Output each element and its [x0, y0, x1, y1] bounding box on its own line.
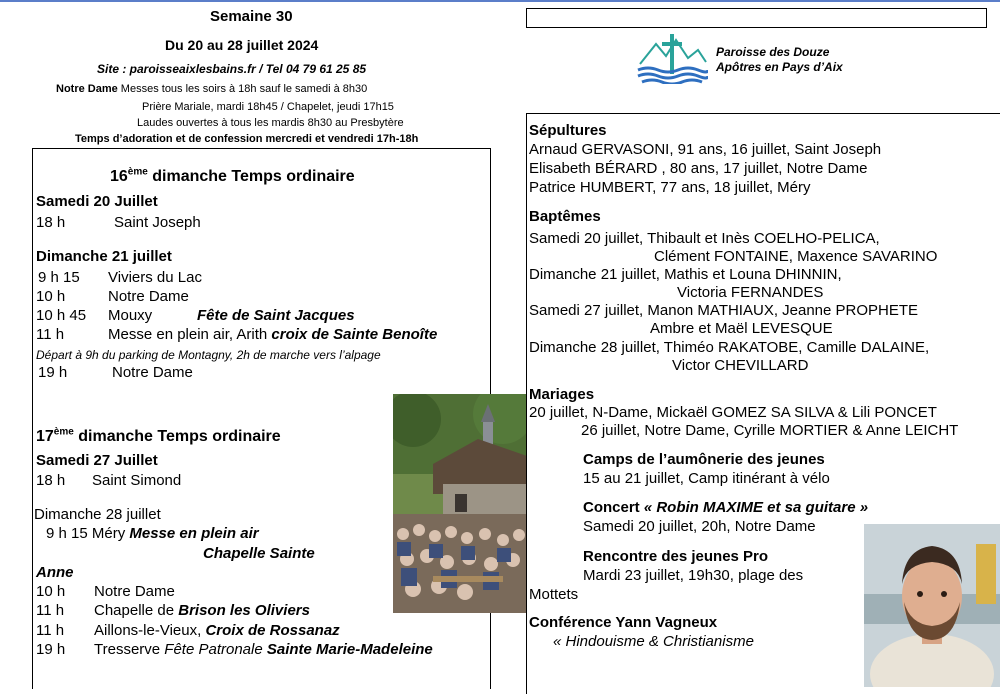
- mariages-heading: Mariages: [529, 386, 595, 403]
- saturday27-heading: Samedi 27 Juillet: [36, 452, 158, 469]
- mariage-1: 20 juillet, N-Dame, Mickaël GOMEZ SA SILVA & Lili PONCET: [529, 404, 937, 421]
- sun21-place-1: Viviers du Lac: [108, 269, 202, 286]
- mery-chapel: Chapelle Sainte: [203, 545, 315, 562]
- bapteme-6: Ambre et Maël LEVESQUE: [650, 320, 833, 337]
- sat27-time: 18 h: [36, 472, 66, 489]
- sun21-time-3: 10 h 45: [36, 307, 87, 324]
- parish-name-line1: Paroisse des Douze: [716, 45, 830, 59]
- chapel-crowd-photo: [393, 394, 527, 613]
- saturday20-heading: Samedi 20 Juillet: [36, 193, 158, 210]
- parish-logo: [636, 32, 708, 84]
- sun21-place-4: Messe en plein air, Arith croix de Sainte Benoîte: [108, 326, 438, 343]
- bapteme-7: Dimanche 28 juillet, Thiméo RAKATOBE, Camille DALAINE,: [529, 339, 930, 356]
- bapteme-3: Dimanche 21 juillet, Mathis et Louna DHINNIN,: [529, 266, 842, 283]
- mariage-2: 26 juillet, Notre Dame, Cyrille MORTIER & Anne LEICHT: [581, 422, 959, 439]
- sepulture-3: Patrice HUMBERT, 77 ans, 18 juillet, Méry: [529, 179, 811, 196]
- mery-line: 9 h 15 Méry Messe en plein air: [46, 525, 259, 542]
- sun28-place-3: Aillons-le-Vieux, Croix de Rossanaz: [94, 622, 340, 639]
- camps-heading: Camps de l’aumônerie des jeunes: [583, 451, 825, 468]
- sun21-feast: Fête de Saint Jacques: [197, 307, 355, 324]
- sun21-time-1: 9 h 15: [38, 269, 80, 286]
- depart-note: Départ à 9h du parking de Montagny, 2h de marche vers l’alpage: [36, 348, 381, 362]
- top-rule: [0, 0, 1000, 2]
- baptemes-heading: Baptêmes: [529, 208, 601, 225]
- bapteme-2: Clément FONTAINE, Maxence SAVARINO: [654, 248, 938, 265]
- bapteme-8: Victor CHEVILLARD: [672, 357, 809, 374]
- bapteme-1: Samedi 20 juillet, Thibault et Inès COELHO-PELICA,: [529, 230, 880, 247]
- concert-heading: Concert « Robin MAXIME et sa guitare »: [583, 499, 869, 516]
- rencontre-text: Mardi 23 juillet, 19h30, plage des: [583, 567, 804, 584]
- bapteme-5: Samedi 27 juillet, Manon MATHIAUX, Jeanne PROPHETE: [529, 302, 919, 319]
- sun21-time-5: 19 h: [38, 364, 68, 381]
- conference-text: « Hindouisme & Christianisme: [553, 633, 754, 650]
- cross-waves-icon: [636, 32, 708, 84]
- parish-name-line2: Apôtres en Pays d’Aix: [716, 60, 843, 74]
- sun28-time-2: 11 h: [36, 602, 65, 619]
- sun28-place-2: Chapelle de Brison les Oliviers: [94, 602, 310, 619]
- sunday28-heading: Dimanche 28 juillet: [34, 506, 161, 523]
- rencontre-heading: Rencontre des jeunes Pro: [583, 548, 769, 565]
- bapteme-4: Victoria FERNANDES: [677, 284, 824, 301]
- parish-name: [716, 45, 843, 75]
- speaker-portrait-image: [864, 524, 1000, 687]
- sat27-place: Saint Simond: [92, 472, 182, 489]
- sun21-time-4: 11 h: [36, 326, 65, 343]
- sepultures-heading: Sépultures: [529, 122, 607, 139]
- site-info: Site : paroisseaixlesbains.fr / Tel 04 79 61 25 85: [97, 62, 367, 76]
- sun21-place-3: Mouxy: [108, 307, 153, 324]
- sun28-time-3: 11 h: [36, 622, 65, 639]
- sunday21-heading: Dimanche 21 juillet: [36, 248, 172, 265]
- sun28-place-1: Notre Dame: [94, 583, 175, 600]
- notre-dame-masses: [56, 83, 367, 95]
- sun28-place-4: Tresserve Fête Patronale Sainte Marie-Madeleine: [94, 641, 433, 658]
- sepulture-1: Arnaud GERVASONI, 91 ans, 16 juillet, Saint Joseph: [529, 141, 882, 158]
- sat20-place: Saint Joseph: [114, 214, 201, 231]
- speaker-portrait-photo: [864, 524, 1000, 687]
- mery-anne: Anne: [36, 564, 74, 581]
- sat20-time: 18 h: [36, 214, 66, 231]
- sunday17-title: 17ème dimanche Temps ordinaire: [36, 426, 281, 445]
- laudes-info: Laudes ouvertes à tous les mardis 8h30 au Presbytère: [137, 117, 404, 129]
- sun28-time-4: 19 h: [36, 641, 66, 658]
- sun28-time-1: 10 h: [36, 583, 66, 600]
- week-title: Semaine 30: [210, 8, 293, 25]
- camps-text: 15 au 21 juillet, Camp itinérant à vélo: [583, 470, 830, 487]
- priere-info: Prière Mariale, mardi 18h45 / Chapelet, jeudi 17h15: [142, 101, 394, 113]
- empty-header-box: [526, 8, 987, 28]
- date-range: Du 20 au 28 juillet 2024: [165, 37, 319, 53]
- adoration-info: Temps d’adoration et de confession mercredi et vendredi 17h-18h: [75, 133, 419, 145]
- rencontre-place: Mottets: [529, 586, 579, 603]
- sun21-place-5: Notre Dame: [112, 364, 193, 381]
- sepulture-2: Elisabeth BÉRARD , 80 ans, 17 juillet, Notre Dame: [529, 160, 868, 177]
- sun21-time-2: 10 h: [36, 288, 66, 305]
- notre-dame-text: Messes tous les soirs à 18h sauf le samedi à 8h30: [117, 83, 368, 95]
- sunday16-title: 16ème dimanche Temps ordinaire: [110, 166, 355, 185]
- concert-text: Samedi 20 juillet, 20h, Notre Dame: [583, 518, 816, 535]
- notre-dame-label: Notre Dame: [56, 83, 118, 95]
- conference-heading: Conférence Yann Vagneux: [529, 614, 718, 631]
- chapel-photo-image: [393, 394, 527, 613]
- sun21-place-2: Notre Dame: [108, 288, 189, 305]
